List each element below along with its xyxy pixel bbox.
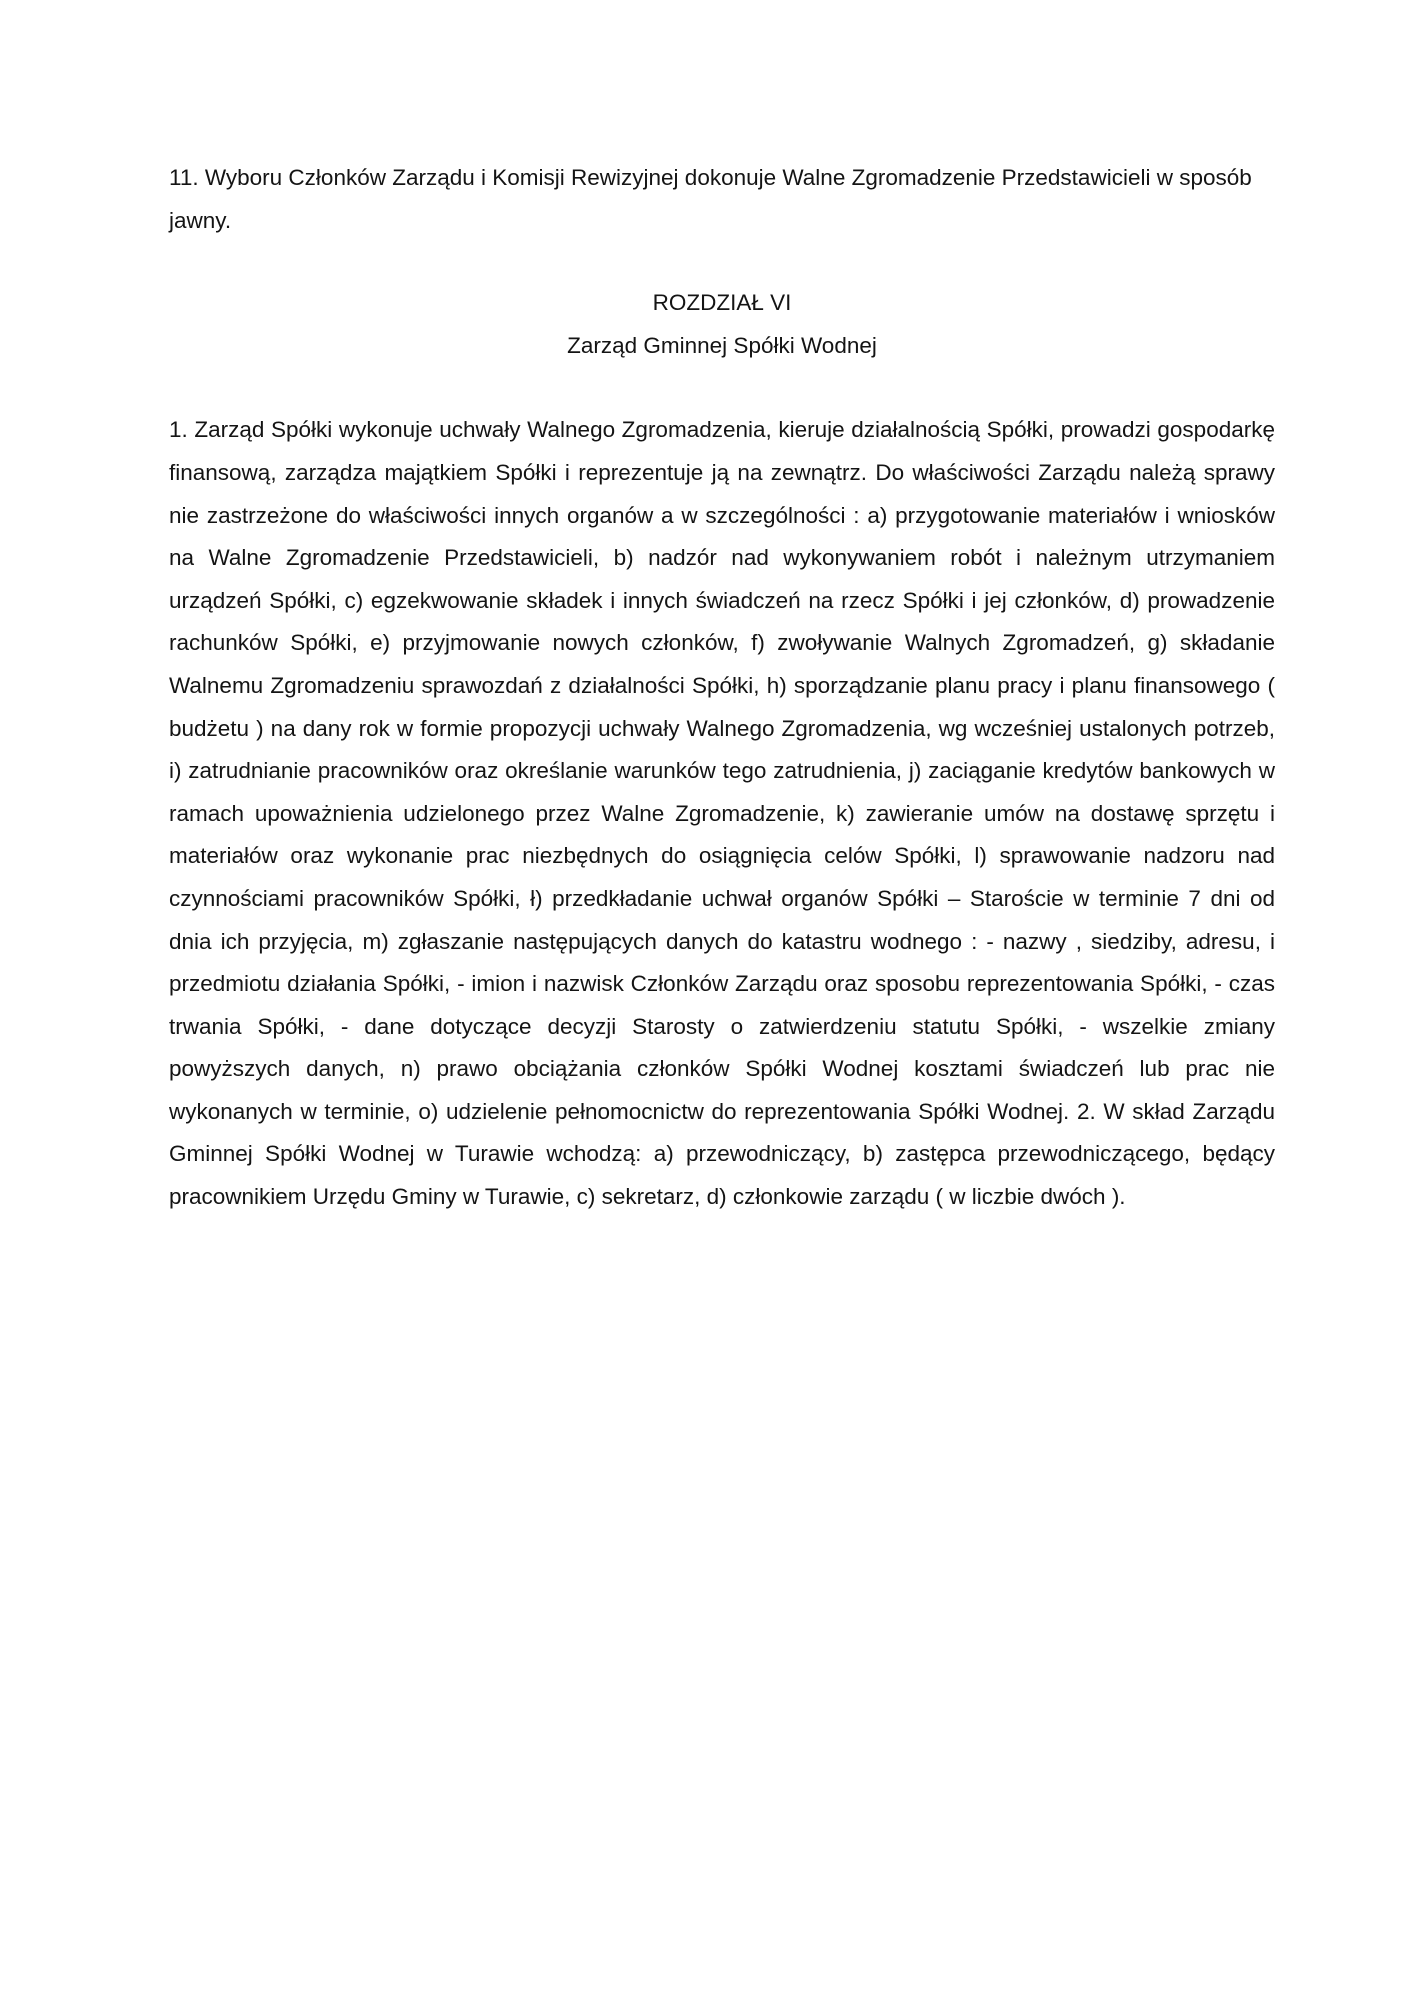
intro-paragraph: 11. Wyboru Członków Zarządu i Komisji Rewizyjnej dokonuje Walne Zgromadzenie Przedstawicieli w sposób jawny. <box>169 165 1252 233</box>
chapter-heading <box>169 282 1275 367</box>
document-body <box>169 157 1275 1219</box>
body-paragraph: 1. Zarząd Spółki wykonuje uchwały Walnego Zgromadzenia, kieruje działalnością Spółki, prowadzi gospodarkę finansową, zarządza majątkiem Spółki i reprezentuje ją na zewnątrz. Do właściwości Zarządu należą sprawy nie zastrzeżone do właściwości innych organów a w szczególności : a) przygotowanie materiałów i wniosków na Walne Zgromadzenie Przedstawicieli, b) nadzór nad wykonywaniem robót i należnym utrzymaniem urządzeń Spółki, c) egzekwowanie składek i innych świadczeń na rzecz Spółki i jej członków, d) prowadzenie rachunków Spółki, e) przyjmowanie nowych członków, f) zwoływanie Walnych Zgromadzeń, g) składanie Walnemu Zgromadzeniu sprawozdań z działalności Spółki, h) sporządzanie planu pracy i planu finansowego ( budżetu ) na dany rok w formie propozycji uchwały Walnego Zgromadzenia, wg wcześniej ustalonych potrzeb, i) zatrudnianie pracowników oraz określanie warunków tego zatrudnienia, j) zaciąganie kredytów bankowych w ramach upoważnienia udzielonego przez Walne Zgromadzenie, k) zawieranie umów na dostawę sprzętu i materiałów oraz wykonanie prac niezbędnych do osiągnięcia celów Spółki, l) sprawowanie nadzoru nad czynnościami pracowników Spółki, ł) przedkładanie uchwał organów Spółki – Staroście w terminie 7 dni od dnia ich przyjęcia, m) zgłaszanie następujących danych do katastru wodnego : - nazwy , siedziby, adresu, i przedmiotu działania Spółki, - imion i nazwisk Członków Zarządu oraz sposobu reprezentowania Spółki, - czas trwania Spółki, - dane dotyczące decyzji Starosty o zatwierdzeniu statutu Spółki, - wszelkie zmiany powyższych danych, n) prawo obciążania członków Spółki Wodnej kosztami świadczeń lub prac nie wykonanych w terminie, o) udzielenie pełnomocnictw do reprezentowania Spółki Wodnej. 2. W skład Zarządu Gminnej Spółki Wodnej w Turawie wchodzą: a) przewodniczący, b) zastępca przewodniczącego, będący pracownikiem Urzędu Gminy w Turawie, c) sekretarz, d) członkowie zarządu ( w liczbie dwóch ). <box>169 417 1275 1210</box>
chapter-title: Zarząd Gminnej Spółki Wodnej <box>567 332 877 358</box>
chapter-number: ROZDZIAŁ VI <box>652 290 792 316</box>
